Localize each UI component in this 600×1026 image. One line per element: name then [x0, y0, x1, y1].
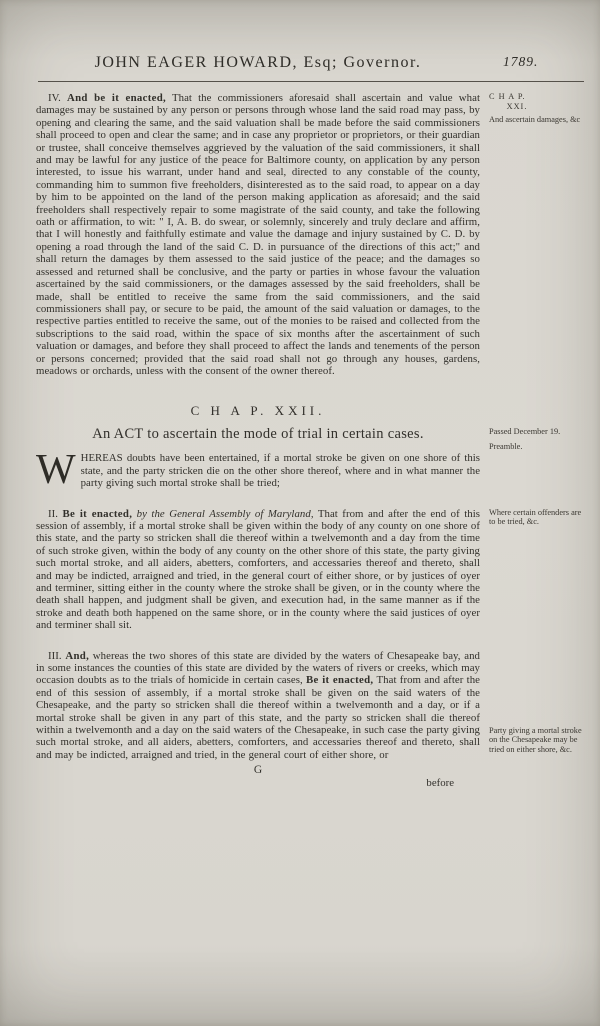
chapter-heading: C H A P. XXII.	[190, 403, 326, 419]
page-title: JOHN EAGER HOWARD, Esq; Governor.	[94, 54, 422, 71]
section-iii-row	[36, 650, 588, 790]
margin-note-party-stroke: Party giving a mortal stroke on the Chesapeake may be tried on either shore, &c.	[489, 725, 582, 755]
margin-note-where-tried: Where certain offenders are to be tried, &c.	[489, 507, 582, 527]
margin-note-preamble: Preamble.	[489, 442, 523, 452]
paragraph-section-iii: III. And, whereas the two shores of this state are divided by the waters of Chesapeake bay, and in some instances the counties of this state are divided by the waters of rivers or creeks, which may occasion doubts as to the trials of homicide in certain cases, Be it enacted, That from and after the end of this session of assembly, if a mortal stroke shall be given on the said waters of the Chesapeake, and the party so stricken shall die thereof within a twelvemonth and a day, or if a mortal stroke shall be given in any part of this state, and the party so stricken shall die thereof within a twelvemonth and a day on the said waters of the Chesapeake, in such case the party giving such mortal stroke, and all aiders, abetters, comforters, and accessaries thereof and thereto, shall and may be indicted, arraigned and tried, in the general court of either shore, or	[36, 649, 480, 761]
catchword: before	[426, 777, 454, 790]
paragraph-section-iv: IV. And be it enacted, That the commissioners aforesaid shall ascertain and value what damages may be sustained by any person or persons through whose land the said road may pass, by opening and clearing the same, and the said valuation shall be made before the said commissioners shall proceed to open and clear the same; and in case any proprietor or proprietors, or their guardian or trustee, shall conceive themselves aggrieved by the valuation of the said commissioners, it shall and may be lawful for any justice of the peace for Baltimore county, on application by any person interested, to issue his warrant, under hand and seal, directed to any constable of the county, commanding him to summon five freeholders, disinterested as to the said road, to appear on a day by him to be appointed on the land of the person making application as aforesaid; and the said freeholders shall respectively repair to some magistrate of the said county, and take the following oath or affirmation, to wit: " I, A. B. do swear, or solemnly, sincerely and truly declare and affirm, that I will honestly and faithfully estimate and value the damage and injury sustained by C. D. by opening a road through the land of the said C. D. in pursuance of the directions of this act;" and shall return the damages by them assessed to the said justice of the peace; and the damages so assessed and returned shall be conclusive, and the party or parties in whose favour the valuation ascertained by the said commissioners, or the damages assessed by the said freeholders, shall be made, shall be entitled to receive the same from the said commissioners, and the said commissioners shall pay, or secure to be paid, the amount of the said valuation or damages, to the respective parties entitled to receive the same, out of the monies to be raised and collected from the subscriptions to the said road, within the space of six months after the ascertainment of such valuation or damages, and before they shall proceed to affect the lands and tenements of the person or persons concerned; provided that the said road shall not go through any houses, gardens, meadows or orchards, unless with the consent of the owner thereof.	[36, 92, 480, 377]
margin-chap-label: C H A P.	[489, 92, 526, 101]
signature-mark: G	[253, 764, 263, 777]
margin-note-chap-xxi	[489, 92, 585, 112]
act-title: An ACT to ascertain the mode of trial in certain cases.	[92, 426, 424, 443]
page-footer	[36, 764, 480, 789]
margin-chap-number: XXI.	[506, 101, 528, 111]
dropcap-w: W	[36, 447, 76, 494]
chap-xxii-row	[36, 403, 588, 494]
preamble-paragraph	[36, 447, 480, 494]
paragraph-section-ii: II. Be it enacted, by the General Assembly of Maryland, That from and after the end of this session of assembly, if a mortal stroke shall be given within the body of any county on one shore of this state, and the party so stricken shall die thereof within a twelvemonth and a day from the time of such stroke given, within the body of any county on the other shore of this state, the party giving such mortal stroke, and all aiders, abetters, comforters, and accessaries thereof and thereto, shall and may be indicted, arraigned and tried, in the general court of either shore, or by justices of oyer and terminer, sitting either in the county where the stroke shall be given, or in the county where the death shall happen, and judgment shall be given, and execution had, in the same manner as if the stroke and death both happened on the same shore, or in the county where the said justices of oyer and terminer shall sit.	[36, 507, 480, 632]
page-header	[36, 54, 588, 74]
header-rule	[38, 81, 584, 82]
page-year: 1789.	[503, 54, 539, 69]
margin-note-ascertain-damages: And ascertain damages, &c	[489, 114, 581, 124]
margin-note-passed-date: Passed December 19.	[489, 427, 561, 437]
section-ii-row	[36, 508, 588, 632]
section-iv-row	[36, 92, 588, 377]
preamble-text: HEREAS doubts have been entertained, if a mortal stroke be given on one shore of this state, and the party stricken die on the other shore thereof, where and in what manner the party giving such mortal stroke shall be tried;	[80, 452, 480, 490]
